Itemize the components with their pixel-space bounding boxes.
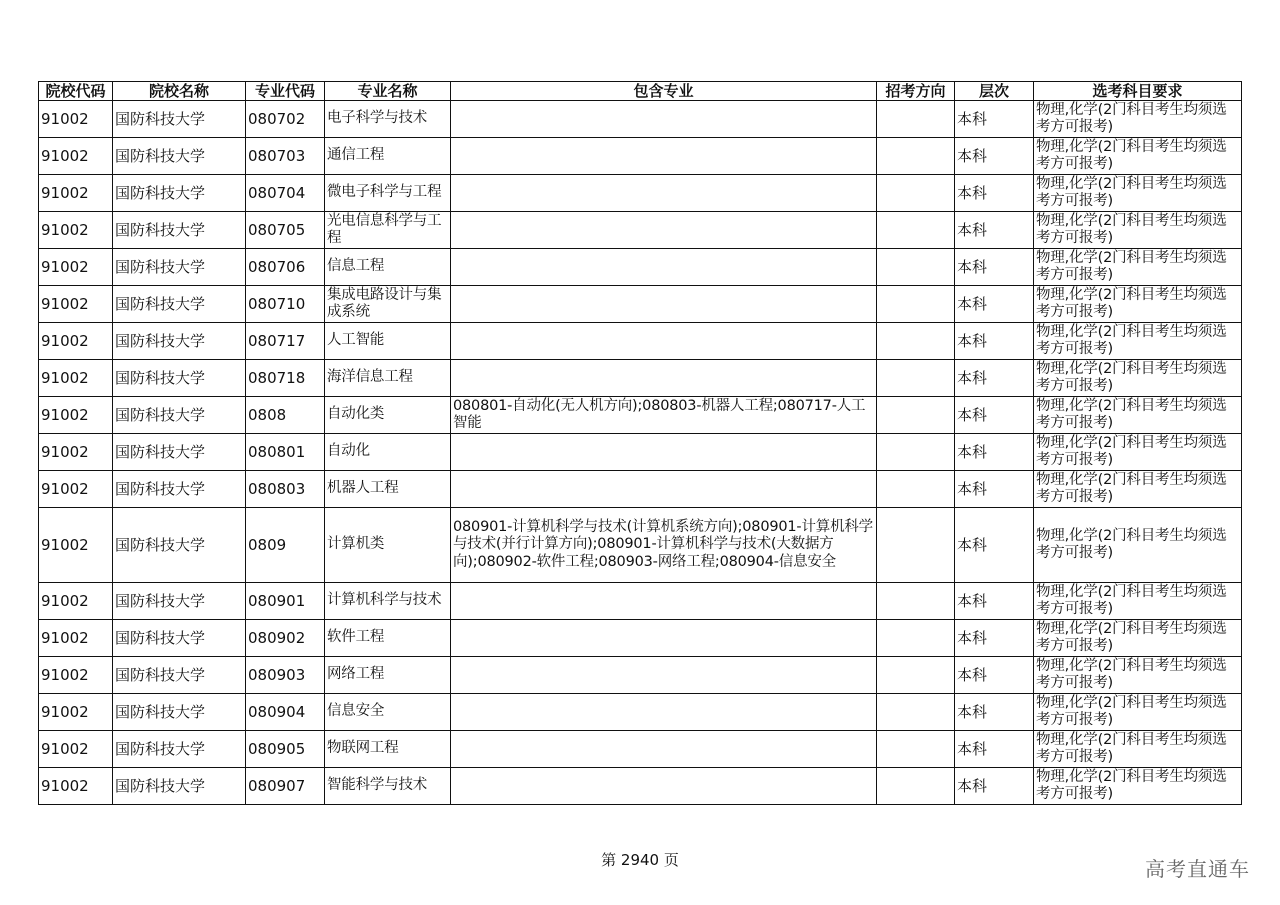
cell-major-code: 080903 [246,657,325,694]
cell-major-code: 080702 [246,101,325,138]
cell-level: 本科 [955,434,1034,471]
cell-included-majors [451,249,877,286]
cell-included-majors [451,694,877,731]
cell-school-name: 国防科技大学 [113,731,246,768]
cell-school-code: 91002 [39,583,113,620]
cell-included-majors [451,657,877,694]
cell-subject-requirement: 物理,化学(2门科目考生均须选考方可报考) [1034,694,1242,731]
cell-major-code: 080902 [246,620,325,657]
cell-school-code: 91002 [39,175,113,212]
cell-major-name: 光电信息科学与工程 [325,212,451,249]
table-row [39,323,1242,360]
cell-included-majors [451,138,877,175]
cell-direction [877,471,955,508]
cell-level: 本科 [955,175,1034,212]
cell-major-name: 海洋信息工程 [325,360,451,397]
watermark-logo-text: 高考直通车 [1145,857,1250,881]
cell-subject-requirement: 物理,化学(2门科目考生均须选考方可报考) [1034,471,1242,508]
cell-subject-requirement: 物理,化学(2门科目考生均须选考方可报考) [1034,212,1242,249]
cell-direction [877,434,955,471]
cell-school-code: 91002 [39,657,113,694]
cell-school-code: 91002 [39,323,113,360]
cell-direction [877,508,955,583]
cell-school-name: 国防科技大学 [113,508,246,583]
cell-school-code: 91002 [39,138,113,175]
cell-level: 本科 [955,397,1034,434]
cell-school-name: 国防科技大学 [113,249,246,286]
cell-level: 本科 [955,323,1034,360]
cell-major-name: 信息安全 [325,694,451,731]
cell-subject-requirement: 物理,化学(2门科目考生均须选考方可报考) [1034,249,1242,286]
cell-included-majors [451,731,877,768]
cell-level: 本科 [955,101,1034,138]
cell-subject-requirement: 物理,化学(2门科目考生均须选考方可报考) [1034,768,1242,805]
cell-major-name: 集成电路设计与集成系统 [325,286,451,323]
cell-major-name: 物联网工程 [325,731,451,768]
cell-subject-requirement: 物理,化学(2门科目考生均须选考方可报考) [1034,620,1242,657]
cell-direction [877,731,955,768]
table-row [39,101,1242,138]
cell-subject-requirement: 物理,化学(2门科目考生均须选考方可报考) [1034,286,1242,323]
cell-major-name: 人工智能 [325,323,451,360]
cell-school-name: 国防科技大学 [113,694,246,731]
cell-major-name: 软件工程 [325,620,451,657]
cell-direction [877,397,955,434]
cell-major-name: 微电子科学与工程 [325,175,451,212]
table-row [39,731,1242,768]
table-row [39,657,1242,694]
cell-major-name: 计算机类 [325,508,451,583]
cell-major-name: 自动化类 [325,397,451,434]
table-row [39,694,1242,731]
cell-direction [877,249,955,286]
header-row [39,82,1242,101]
header-major-name: 专业名称 [325,82,451,101]
cell-major-name: 电子科学与技术 [325,101,451,138]
cell-major-code: 080703 [246,138,325,175]
cell-included-majors [451,434,877,471]
cell-school-code: 91002 [39,620,113,657]
cell-level: 本科 [955,583,1034,620]
table-row [39,286,1242,323]
cell-level: 本科 [955,249,1034,286]
cell-school-name: 国防科技大学 [113,175,246,212]
cell-direction [877,360,955,397]
cell-level: 本科 [955,212,1034,249]
cell-major-code: 080801 [246,434,325,471]
cell-level: 本科 [955,508,1034,583]
cell-major-code: 080710 [246,286,325,323]
cell-direction [877,175,955,212]
admissions-table [38,81,1242,805]
table-row [39,138,1242,175]
cell-major-code: 080718 [246,360,325,397]
cell-school-code: 91002 [39,212,113,249]
cell-direction [877,657,955,694]
cell-major-name: 计算机科学与技术 [325,583,451,620]
cell-school-code: 91002 [39,360,113,397]
cell-major-name: 自动化 [325,434,451,471]
table-row [39,397,1242,434]
cell-major-code: 080905 [246,731,325,768]
cell-included-majors [451,175,877,212]
cell-direction [877,768,955,805]
cell-level: 本科 [955,138,1034,175]
cell-school-name: 国防科技大学 [113,657,246,694]
cell-major-code: 080901 [246,583,325,620]
table-row [39,583,1242,620]
cell-school-name: 国防科技大学 [113,212,246,249]
cell-school-code: 91002 [39,397,113,434]
cell-school-name: 国防科技大学 [113,323,246,360]
cell-included-majors [451,101,877,138]
table-row [39,212,1242,249]
cell-school-code: 91002 [39,694,113,731]
cell-subject-requirement: 物理,化学(2门科目考生均须选考方可报考) [1034,731,1242,768]
table-row [39,768,1242,805]
cell-major-name: 智能科学与技术 [325,768,451,805]
cell-subject-requirement: 物理,化学(2门科目考生均须选考方可报考) [1034,583,1242,620]
cell-level: 本科 [955,694,1034,731]
header-level: 层次 [955,82,1034,101]
cell-included-majors [451,286,877,323]
cell-school-code: 91002 [39,434,113,471]
page-number: 第 2940 页 [601,851,679,869]
table-row [39,471,1242,508]
cell-school-name: 国防科技大学 [113,397,246,434]
cell-major-code: 080705 [246,212,325,249]
header-major-code: 专业代码 [246,82,325,101]
cell-school-code: 91002 [39,471,113,508]
cell-subject-requirement: 物理,化学(2门科目考生均须选考方可报考) [1034,434,1242,471]
cell-level: 本科 [955,620,1034,657]
cell-subject-requirement: 物理,化学(2门科目考生均须选考方可报考) [1034,138,1242,175]
cell-major-name: 网络工程 [325,657,451,694]
cell-major-code: 080706 [246,249,325,286]
cell-major-code: 080803 [246,471,325,508]
cell-direction [877,620,955,657]
table-row [39,249,1242,286]
cell-level: 本科 [955,731,1034,768]
cell-included-majors [451,768,877,805]
cell-school-code: 91002 [39,249,113,286]
header-included-majors: 包含专业 [451,82,877,101]
cell-school-name: 国防科技大学 [113,620,246,657]
cell-school-code: 91002 [39,508,113,583]
cell-major-code: 0808 [246,397,325,434]
cell-direction [877,212,955,249]
table-row [39,508,1242,583]
cell-subject-requirement: 物理,化学(2门科目考生均须选考方可报考) [1034,657,1242,694]
cell-direction [877,286,955,323]
cell-included-majors [451,583,877,620]
cell-major-code: 080907 [246,768,325,805]
cell-subject-requirement: 物理,化学(2门科目考生均须选考方可报考) [1034,323,1242,360]
cell-level: 本科 [955,360,1034,397]
cell-direction [877,583,955,620]
cell-direction [877,101,955,138]
cell-subject-requirement: 物理,化学(2门科目考生均须选考方可报考) [1034,397,1242,434]
header-subject-requirement: 选考科目要求 [1034,82,1242,101]
cell-major-name: 机器人工程 [325,471,451,508]
table-row [39,360,1242,397]
cell-school-code: 91002 [39,731,113,768]
cell-included-majors [451,360,877,397]
cell-school-name: 国防科技大学 [113,471,246,508]
cell-level: 本科 [955,657,1034,694]
cell-school-name: 国防科技大学 [113,583,246,620]
cell-direction [877,138,955,175]
cell-major-code: 080704 [246,175,325,212]
cell-school-code: 91002 [39,768,113,805]
header-school-code: 院校代码 [39,82,113,101]
cell-school-name: 国防科技大学 [113,101,246,138]
cell-school-name: 国防科技大学 [113,138,246,175]
cell-included-majors: 080901-计算机科学与技术(计算机系统方向);080901-计算机科学与技术(并行计算方向);080901-计算机科学与技术(大数据方向);080902-软件工程;080903-网络工程;080904-信息安全 [451,508,877,583]
cell-school-name: 国防科技大学 [113,286,246,323]
cell-school-name: 国防科技大学 [113,434,246,471]
cell-major-name: 通信工程 [325,138,451,175]
cell-school-code: 91002 [39,286,113,323]
cell-subject-requirement: 物理,化学(2门科目考生均须选考方可报考) [1034,360,1242,397]
cell-included-majors [451,212,877,249]
cell-subject-requirement: 物理,化学(2门科目考生均须选考方可报考) [1034,508,1242,583]
table-body [39,101,1242,805]
cell-level: 本科 [955,768,1034,805]
table-row [39,175,1242,212]
cell-included-majors [451,620,877,657]
cell-included-majors [451,471,877,508]
table-row [39,434,1242,471]
cell-school-name: 国防科技大学 [113,768,246,805]
cell-subject-requirement: 物理,化学(2门科目考生均须选考方可报考) [1034,175,1242,212]
header-direction: 招考方向 [877,82,955,101]
cell-school-name: 国防科技大学 [113,360,246,397]
cell-level: 本科 [955,471,1034,508]
header-school-name: 院校名称 [113,82,246,101]
cell-direction [877,323,955,360]
cell-level: 本科 [955,286,1034,323]
cell-included-majors: 080801-自动化(无人机方向);080803-机器人工程;080717-人工智能 [451,397,877,434]
cell-major-code: 080904 [246,694,325,731]
cell-major-code: 080717 [246,323,325,360]
cell-major-name: 信息工程 [325,249,451,286]
table-row [39,620,1242,657]
cell-major-code: 0809 [246,508,325,583]
cell-direction [877,694,955,731]
cell-included-majors [451,323,877,360]
cell-subject-requirement: 物理,化学(2门科目考生均须选考方可报考) [1034,101,1242,138]
cell-school-code: 91002 [39,101,113,138]
